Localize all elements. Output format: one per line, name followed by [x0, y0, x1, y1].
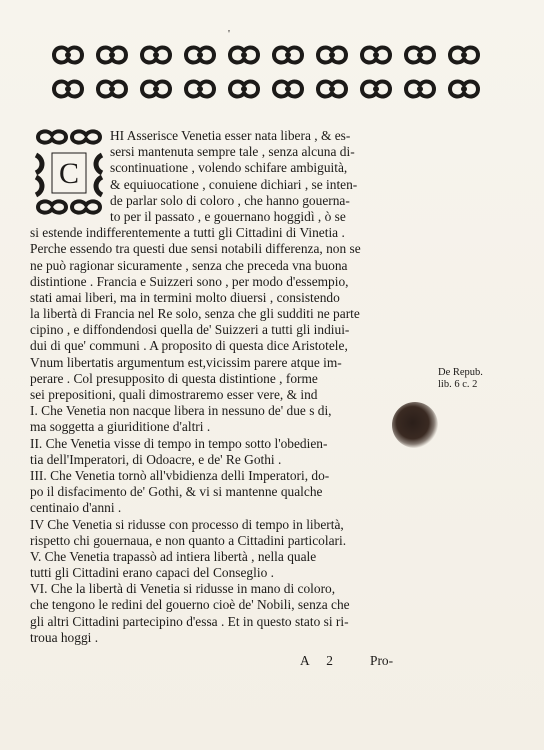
text-line: dui di que' communi . A proposito di questa dice Aristotele,	[30, 338, 348, 354]
text-line: HI Asserisce Venetia esser nata libera , & es-	[110, 128, 351, 143]
scroll-ornament-icon	[50, 40, 86, 70]
scroll-ornament-icon	[226, 74, 262, 104]
body-text	[30, 128, 440, 646]
scroll-ornament-icon	[138, 40, 174, 70]
text-line: la libertà di Francia nel Re solo, senza che gli sudditi ne parte	[30, 306, 360, 322]
text-line: sei prepositioni, quali dimostraremo esser vere, & ind	[30, 387, 318, 402]
text-line: de parlar solo di coloro , che hanno gouerna-	[110, 192, 350, 208]
scroll-ornament-icon	[50, 74, 86, 104]
text-line: sersi mantenuta sempre tale , senza alcuna di-	[110, 144, 355, 160]
ink-blot	[392, 402, 438, 448]
scroll-ornament-icon	[358, 40, 394, 70]
text-line: III. Che Venetia tornò all'vbidienza delli Imperatori, do-	[30, 467, 330, 483]
scroll-ornament-icon	[402, 40, 438, 70]
scroll-ornament-icon	[94, 74, 130, 104]
text-line: centinaio d'anni .	[30, 500, 122, 516]
text-line: po il disfacimento de' Gothi, & vi si mantenne qualche	[30, 484, 323, 500]
text-line: rispetto chi gouernaua, e non quanto a Cittadini particolari.	[30, 532, 347, 548]
text-line: V. Che Venetia trapassò ad intiera libertà , nella quale	[30, 548, 317, 564]
scroll-ornament-icon	[226, 40, 262, 70]
text-line: distintione . Francia e Suizzeri sono , per modo d'essempio,	[30, 273, 349, 289]
scroll-ornament-icon	[446, 74, 482, 104]
margin-note-line: De Repub.	[438, 367, 483, 378]
text-line: che tengono le redini del gouerno cioè de' Nobili, senza che	[30, 597, 350, 613]
text-line: II. Che Venetia visse di tempo in tempo sotto l'obedien-	[30, 435, 328, 451]
text-line: IV Che Venetia si ridusse con processo di tempo in libertà,	[30, 516, 344, 532]
margin-note-line: lib. 6 c. 2	[438, 379, 478, 390]
text-line: VI. Che la libertà di Venetia si ridusse in mano di coloro,	[30, 581, 336, 597]
text-line: tia dell'Imperatori, di Odoacre, e de' Re Gothi .	[30, 451, 282, 467]
scroll-ornament-icon	[94, 40, 130, 70]
scroll-ornament-icon	[314, 40, 350, 70]
scroll-ornament-icon	[270, 74, 306, 104]
scroll-ornament-icon	[138, 74, 174, 104]
text-line: ma soggetta a giuriditione d'altri .	[30, 419, 211, 435]
text-line: to per il passato , e gouernano hoggidì , ò se	[110, 208, 346, 224]
signature-mark: A 2	[300, 653, 333, 668]
text-line: si estende indifferentemente a tutti gli Cittadini di Vinetia .	[30, 225, 345, 241]
scroll-ornament-icon	[446, 40, 482, 70]
text-line: stati amai liberi, ma in termini molto diuersi , consistendo	[30, 289, 340, 305]
ornamental-headpiece	[50, 40, 482, 108]
text-line: ne può ragionar sicuramente , senza che preceda vna buona	[30, 257, 348, 273]
scroll-ornament-icon	[314, 74, 350, 104]
text-line: Vnum libertatis argumentum est,vicissim parere atque im-	[30, 354, 342, 370]
scroll-ornament-icon	[182, 74, 218, 104]
margin-note	[438, 367, 518, 391]
text-line: tutti gli Cittadini erano capaci del Conseglio .	[30, 565, 274, 581]
text-line: & equiuocatione , conuiene dichiari , se inten-	[110, 176, 358, 192]
initial-letter: C	[58, 157, 80, 190]
text-line: scontinuatione , volendo schifare ambiguità,	[110, 160, 348, 176]
scroll-ornament-icon	[182, 40, 218, 70]
scroll-ornament-icon	[402, 74, 438, 104]
text-line: Perche essendo tra questi due sensi notabili differenza, non se	[30, 241, 361, 257]
ornament-row-bottom	[50, 74, 482, 104]
text-line: cipino , e diffondendosi quella de' Suizzeri a tutti gli indiui-	[30, 322, 350, 338]
text-line: gli altri Cittadini partecipino d'essa . Et in questo stato si ri-	[30, 613, 349, 629]
text-line: perare . Col presupposito di questa distintione , forme	[30, 370, 318, 386]
scroll-ornament-icon	[358, 74, 394, 104]
ornament-row-top	[50, 40, 482, 70]
top-mark: '	[228, 28, 230, 40]
text-line: I. Che Venetia non nacque libera in nessuno de' due s di,	[30, 403, 332, 419]
scroll-ornament-icon	[270, 40, 306, 70]
text-line: troua hoggi .	[30, 629, 99, 645]
catchword: Pro-	[370, 653, 394, 668]
